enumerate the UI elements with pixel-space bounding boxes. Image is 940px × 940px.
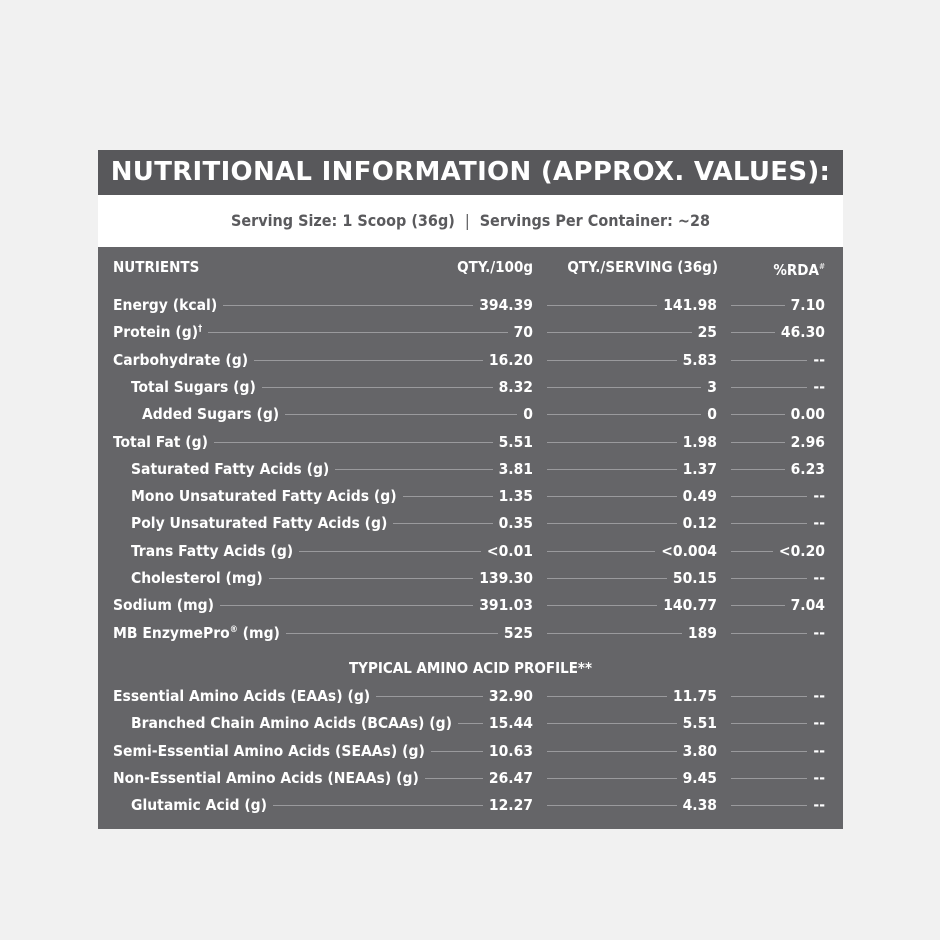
leader-line: [254, 360, 483, 361]
nutrient-row: [98, 483, 843, 510]
rda-value: --: [813, 796, 825, 815]
nutrient-name-cell: [113, 765, 533, 792]
qty-serving-value: <0.004: [661, 541, 717, 560]
leader-line: [731, 633, 807, 634]
qty-serving-cell: [541, 347, 717, 374]
rda-value: 2.96: [790, 432, 825, 451]
nutrient-name-cell: [113, 401, 533, 428]
leader-line: [547, 605, 657, 606]
leader-line: [214, 442, 493, 443]
rda-value: --: [813, 350, 825, 369]
leader-line: [335, 469, 492, 470]
rda-cell: [725, 429, 825, 456]
leader-line: [220, 605, 473, 606]
qty-100g-value: 0.35: [498, 514, 533, 533]
rda-value: --: [813, 623, 825, 642]
qty-100g-value: 525: [503, 623, 533, 642]
qty-serving-value: 3: [707, 377, 717, 396]
nutrient-name: Energy (kcal): [113, 296, 218, 314]
qty-serving-cell: [541, 738, 717, 765]
footnote-mark: ®: [229, 624, 238, 635]
nutrient-row: [98, 401, 843, 428]
servings-per-container: Servings Per Container: ~28: [479, 211, 710, 230]
leader-line: [547, 778, 677, 779]
leader-line: [731, 387, 807, 388]
nutrient-name: Added Sugars (g): [142, 405, 280, 424]
nutrient-name: Semi-Essential Amino Acids (SEAAs) (g): [113, 741, 425, 760]
rda-cell: [725, 620, 825, 647]
nutrient-name: Carbohydrate (g): [113, 350, 249, 369]
nutrient-name: Essential Amino Acids (EAAs) (g): [113, 687, 371, 705]
qty-serving-value: 0.49: [682, 487, 717, 506]
leader-line: [286, 633, 498, 634]
nutrient-name-cell: [113, 738, 533, 765]
rda-value: --: [813, 687, 825, 705]
nutrient-row: [98, 592, 843, 619]
leader-line: [403, 496, 493, 497]
nutrient-name: Branched Chain Amino Acids (BCAAs) (g): [131, 714, 452, 733]
header-nutrients: NUTRIENTS: [113, 258, 200, 276]
rda-value: --: [813, 569, 825, 587]
nutrient-name-cell: [113, 565, 533, 592]
leader-line: [273, 805, 483, 806]
nutrient-row: [98, 565, 843, 592]
qty-serving-value: 1.98: [682, 432, 717, 451]
qty-serving-cell: [541, 792, 717, 819]
qty-serving-value: 5.83: [682, 350, 717, 369]
qty-100g-value: 3.81: [498, 459, 533, 478]
leader-line: [393, 523, 492, 524]
nutrient-name-cell: [113, 510, 533, 537]
nutrient-name-cell: [113, 592, 533, 619]
qty-100g-value: 5.51: [498, 432, 533, 451]
rda-cell: [725, 347, 825, 374]
rda-cell: [725, 683, 825, 710]
rda-value: --: [813, 741, 825, 760]
nutrient-name: Poly Unsaturated Fatty Acids (g): [131, 514, 388, 533]
qty-serving-value: 1.37: [682, 459, 717, 478]
nutrient-name: Saturated Fatty Acids (g): [131, 459, 330, 478]
nutrient-row: [98, 319, 843, 346]
qty-serving-value: 141.98: [663, 296, 717, 314]
leader-line: [547, 805, 677, 806]
leader-line: [208, 332, 507, 333]
leader-line: [731, 805, 807, 806]
nutrient-name-cell: [113, 683, 533, 710]
leader-line: [547, 414, 701, 415]
qty-serving-value: 25: [697, 323, 717, 342]
qty-100g-value: 0: [523, 405, 533, 424]
leader-line: [731, 778, 807, 779]
serving-separator: |: [464, 211, 470, 230]
rda-value: 46.30: [780, 323, 825, 342]
leader-line: [458, 723, 483, 724]
qty-serving-cell: [541, 374, 717, 401]
nutrient-name: MB EnzymePro® (mg): [113, 623, 280, 642]
qty-serving-value: 5.51: [682, 714, 717, 733]
nutrient-row: [98, 292, 843, 319]
rda-cell: [725, 401, 825, 428]
nutrient-row: [98, 374, 843, 401]
qty-100g-value: 16.20: [488, 350, 533, 369]
header-rda-label: %RDA: [773, 261, 819, 279]
nutrition-panel: [98, 150, 843, 829]
qty-serving-cell: [541, 620, 717, 647]
qty-serving-cell: [541, 319, 717, 346]
qty-100g-value: 1.35: [498, 487, 533, 506]
rda-value: 0.00: [790, 405, 825, 424]
nutrient-row: [98, 429, 843, 456]
nutrient-name-cell: [113, 538, 533, 565]
header-rda-mark: #: [818, 262, 825, 271]
leader-line: [547, 633, 682, 634]
leader-line: [547, 305, 657, 306]
qty-serving-value: 0: [707, 405, 717, 424]
leader-line: [285, 414, 517, 415]
qty-serving-value: 11.75: [672, 687, 717, 705]
qty-serving-cell: [541, 401, 717, 428]
leader-line: [223, 305, 473, 306]
leader-line: [547, 442, 677, 443]
qty-serving-cell: [541, 565, 717, 592]
qty-serving-value: 140.77: [663, 596, 717, 615]
nutrient-row: [98, 538, 843, 565]
rda-value: 6.23: [790, 459, 825, 478]
qty-serving-value: 9.45: [682, 768, 717, 787]
leader-line: [262, 387, 493, 388]
rda-cell: [725, 792, 825, 819]
leader-line: [731, 496, 807, 497]
nutrient-name-cell: [113, 347, 533, 374]
leader-line: [731, 723, 807, 724]
leader-line: [547, 332, 692, 333]
leader-line: [547, 751, 677, 752]
leader-line: [547, 578, 667, 579]
leader-line: [376, 696, 483, 697]
rda-value: <0.20: [778, 541, 825, 560]
nutrient-name: Sodium (mg): [113, 596, 214, 615]
rda-cell: [725, 319, 825, 346]
leader-line: [547, 360, 677, 361]
leader-line: [731, 305, 785, 306]
qty-serving-cell: [541, 510, 717, 537]
leader-line: [731, 414, 785, 415]
leader-line: [547, 551, 655, 552]
qty-100g-value: 32.90: [488, 687, 533, 705]
leader-line: [547, 696, 667, 697]
serving-size: Serving Size: 1 Scoop (36g): [231, 211, 455, 230]
leader-line: [425, 778, 483, 779]
nutrient-name-cell: [113, 319, 533, 346]
leader-line: [547, 523, 677, 524]
nutrient-row: [98, 347, 843, 374]
nutrient-name-cell: [113, 374, 533, 401]
rda-value: --: [813, 377, 825, 396]
nutrient-name: Protein (g)†: [113, 323, 203, 342]
leader-line: [299, 551, 481, 552]
qty-100g-value: 10.63: [488, 741, 533, 760]
rda-value: 7.04: [790, 596, 825, 615]
rda-cell: [725, 738, 825, 765]
leader-line: [731, 332, 775, 333]
rda-cell: [725, 510, 825, 537]
leader-line: [731, 751, 807, 752]
nutrient-row: [98, 620, 843, 647]
leader-line: [547, 496, 677, 497]
qty-serving-cell: [541, 683, 717, 710]
leader-line: [431, 751, 483, 752]
rda-cell: [725, 710, 825, 737]
leader-line: [731, 696, 807, 697]
leader-line: [731, 551, 773, 552]
qty-serving-cell: [541, 765, 717, 792]
qty-serving-value: 50.15: [672, 569, 717, 587]
rda-cell: [725, 765, 825, 792]
nutrient-name-cell: [113, 620, 533, 647]
header-qty-serving: QTY./SERVING (36g): [567, 258, 718, 276]
panel-title: NUTRITIONAL INFORMATION (APPROX. VALUES):: [98, 150, 843, 195]
qty-100g-value: <0.01: [486, 541, 533, 560]
amino-row: [98, 765, 843, 792]
rda-cell: [725, 538, 825, 565]
nutrient-name: Mono Unsaturated Fatty Acids (g): [131, 487, 397, 506]
nutrient-name-cell: [113, 292, 533, 319]
qty-100g-value: 394.39: [479, 296, 533, 314]
rda-value: 7.10: [790, 296, 825, 314]
leader-line: [547, 469, 677, 470]
amino-heading: TYPICAL AMINO ACID PROFILE**: [348, 659, 593, 677]
rda-cell: [725, 565, 825, 592]
rda-cell: [725, 456, 825, 483]
qty-serving-cell: [541, 429, 717, 456]
nutrient-name: Non-Essential Amino Acids (NEAAs) (g): [113, 768, 419, 787]
nutrient-name-cell: [113, 456, 533, 483]
qty-100g-value: 70: [513, 323, 533, 342]
header-qty-100g: QTY./100g: [457, 258, 533, 276]
nutrient-name-cell: [113, 429, 533, 456]
nutrient-name: Glutamic Acid (g): [131, 796, 268, 815]
leader-line: [731, 605, 785, 606]
leader-line: [547, 723, 677, 724]
nutrient-name: Total Sugars (g): [131, 377, 256, 396]
qty-serving-cell: [541, 592, 717, 619]
rda-cell: [725, 483, 825, 510]
amino-row: [98, 683, 843, 710]
qty-serving-cell: [541, 292, 717, 319]
leader-line: [731, 469, 785, 470]
nutrient-name: Cholesterol (mg): [131, 569, 263, 587]
qty-serving-value: 4.38: [682, 796, 717, 815]
amino-row: [98, 792, 843, 819]
rda-cell: [725, 374, 825, 401]
qty-serving-cell: [541, 456, 717, 483]
footnote-mark: †: [198, 324, 203, 335]
qty-100g-value: 26.47: [488, 768, 533, 787]
leader-line: [731, 523, 807, 524]
qty-serving-value: 0.12: [682, 514, 717, 533]
leader-line: [547, 387, 701, 388]
rda-cell: [725, 592, 825, 619]
qty-serving-value: 189: [687, 623, 717, 642]
leader-line: [731, 442, 785, 443]
amino-row: [98, 738, 843, 765]
nutrient-name-cell: [113, 792, 533, 819]
nutrient-row: [98, 456, 843, 483]
leader-line: [269, 578, 473, 579]
qty-100g-value: 15.44: [488, 714, 533, 733]
rda-value: --: [813, 487, 825, 506]
rda-value: --: [813, 768, 825, 787]
qty-serving-cell: [541, 710, 717, 737]
leader-line: [731, 360, 807, 361]
qty-100g-value: 139.30: [479, 569, 533, 587]
amino-row: [98, 710, 843, 737]
qty-serving-cell: [541, 538, 717, 565]
nutrient-name-cell: [113, 710, 533, 737]
rda-value: --: [813, 514, 825, 533]
qty-serving-cell: [541, 483, 717, 510]
header-rda: [773, 254, 825, 280]
qty-serving-value: 3.80: [682, 741, 717, 760]
qty-100g-value: 391.03: [479, 596, 533, 615]
serving-info: [98, 195, 843, 247]
nutrient-name: Trans Fatty Acids (g): [131, 541, 294, 560]
nutrient-name: Total Fat (g): [113, 432, 209, 451]
leader-line: [731, 578, 807, 579]
nutrient-name-cell: [113, 483, 533, 510]
rda-cell: [725, 292, 825, 319]
qty-100g-value: 8.32: [498, 377, 533, 396]
nutrient-row: [98, 510, 843, 537]
qty-100g-value: 12.27: [488, 796, 533, 815]
rda-value: --: [813, 714, 825, 733]
